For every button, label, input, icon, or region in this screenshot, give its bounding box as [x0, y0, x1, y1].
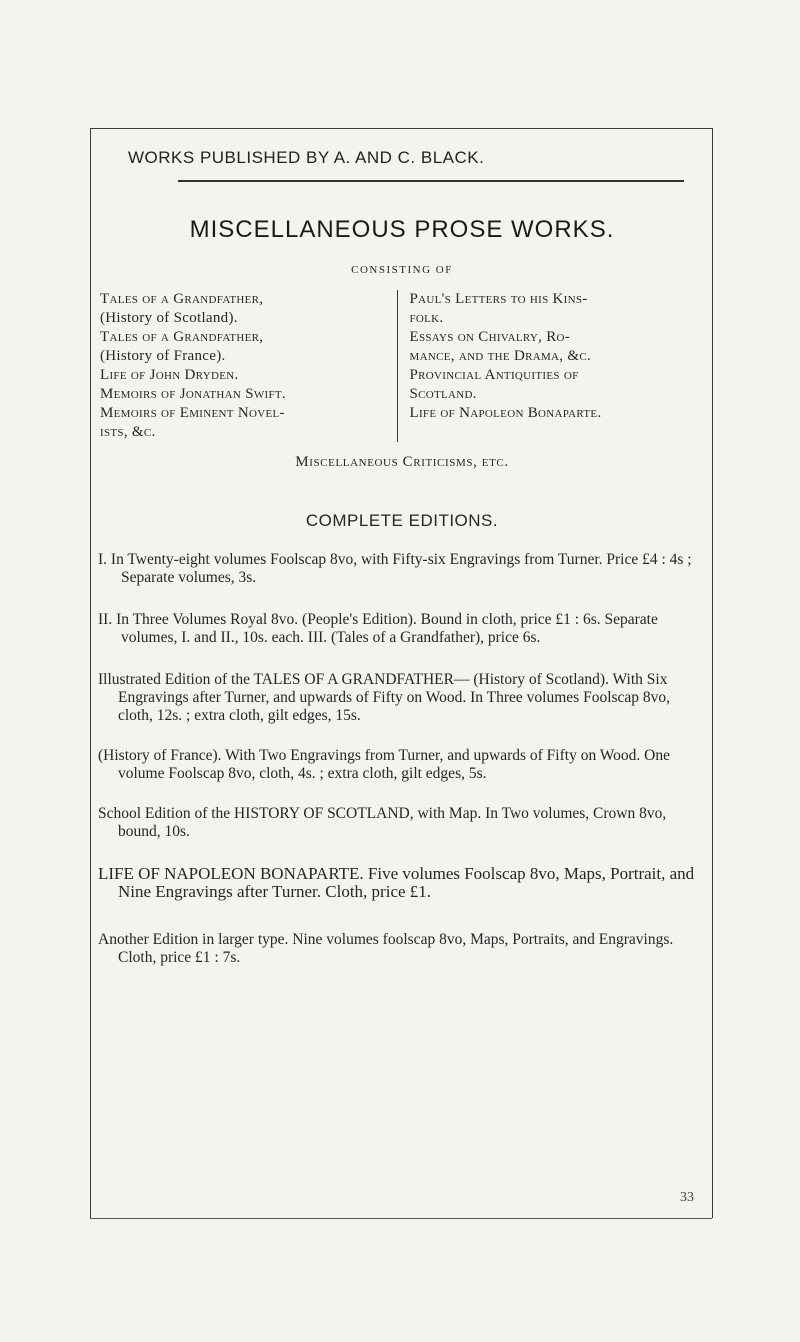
- edition-entry: (History of France). With Two Engravings from Turner, and upwards of Fifty on Wood. One volume Foolscap 8vo, cloth, 4s. ; extra cloth, gilt edges, 5s.: [98, 747, 671, 782]
- right-works-column: [397, 290, 707, 442]
- heading-rule: [178, 180, 684, 182]
- edition-entry: LIFE OF NAPOLEON BONAPARTE. Five volumes Foolscap 8vo, Maps, Portrait, and Nine Engravings after Turner. Cloth, price £1.: [98, 864, 695, 901]
- complete-editions-heading: COMPLETE EDITIONS.: [305, 511, 499, 530]
- work-item: Tales of a Grandfather, (History of France).: [100, 329, 264, 364]
- frame-right-border: [712, 128, 713, 1218]
- publisher-heading: WORKS PUBLISHED BY A. AND C. BLACK.: [128, 148, 485, 167]
- work-item: Memoirs of Jonathan Swift.: [100, 386, 286, 402]
- edition-entry: Another Edition in larger type. Nine volumes foolscap 8vo, Maps, Portraits, and Engravings. Cloth, price £1 : 7s.: [98, 931, 674, 966]
- left-works-column: [98, 290, 397, 442]
- edition-entry: II. In Three Volumes Royal 8vo. (People's Edition). Bound in cloth, price £1 : 6s. Separate volumes, I. and II., 10s. each. III. (Tales of a Grandfather), price 6s.: [98, 611, 658, 646]
- frame-top-border: [90, 128, 712, 129]
- frame-bottom-border: [90, 1218, 712, 1219]
- work-item: Paul's Letters to his Kins- folk.: [409, 291, 588, 326]
- work-item: Memoirs of Eminent Novel- ists, &c.: [100, 405, 285, 440]
- edition-entry: I. In Twenty-eight volumes Foolscap 8vo, with Fifty-six Engravings from Turner. Price £4 : 4s ; Separate volumes, 3s.: [98, 551, 692, 586]
- consisting-of-label: CONSISTING OF: [351, 264, 453, 276]
- works-columns: [98, 290, 706, 442]
- work-item: Life of John Dryden.: [100, 367, 239, 383]
- page-content: [98, 138, 706, 967]
- work-item: Provincial Antiquities of Scotland.: [409, 367, 579, 402]
- edition-entry: Illustrated Edition of the TALES OF A GRANDFATHER— (History of Scotland). With Six Engravings after Turner, and upwards of Fifty on Wood. In Three volumes Foolscap 8vo, cloth, 12s. ; extra cloth, gilt edges, 15s.: [98, 671, 671, 724]
- frame-left-border: [90, 128, 91, 1218]
- work-item: Tales of a Grandfather, (History of Scotland).: [100, 291, 264, 326]
- work-item: Essays on Chivalry, Ro- mance, and the Drama, &c.: [409, 329, 592, 364]
- section-title: MISCELLANEOUS PROSE WORKS.: [189, 216, 615, 243]
- work-item: Life of Napoleon Bonaparte.: [409, 405, 602, 421]
- page-number: 33: [680, 1190, 694, 1205]
- misc-criticisms-line: Miscellaneous Criticisms, etc.: [295, 454, 509, 470]
- edition-entry: School Edition of the HISTORY OF SCOTLAND, with Map. In Two volumes, Crown 8vo, bound, 10s.: [98, 805, 667, 840]
